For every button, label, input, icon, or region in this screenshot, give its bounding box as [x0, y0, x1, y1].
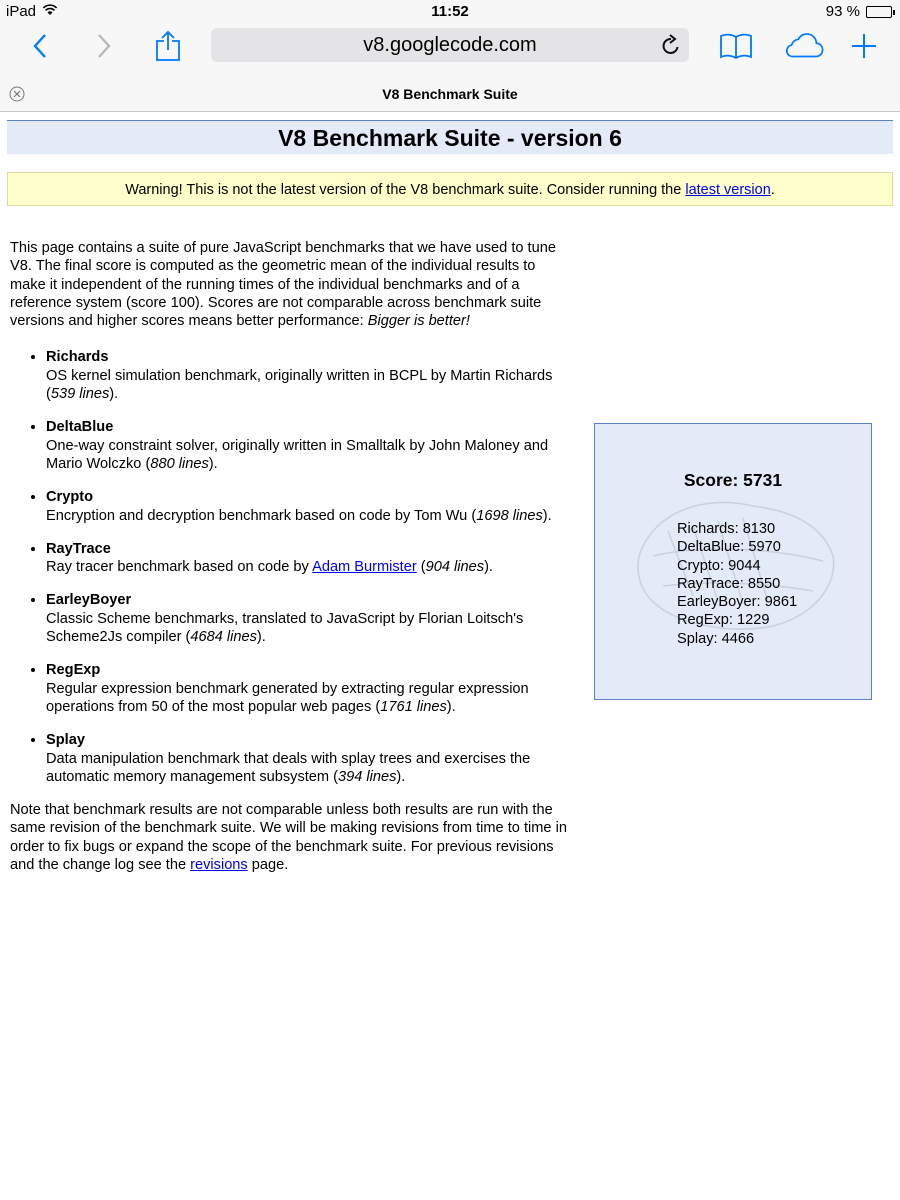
plus-icon — [851, 33, 877, 59]
benchmark-lines: 1698 lines — [476, 507, 543, 524]
score-results — [677, 520, 797, 648]
page-title: V8 Benchmark Suite - version 6 — [7, 120, 893, 154]
benchmark-lines: 904 lines — [425, 559, 485, 576]
list-item — [46, 591, 575, 646]
bookmarks-button[interactable] — [718, 28, 754, 64]
latest-version-link[interactable]: latest version — [685, 182, 771, 198]
book-icon — [719, 32, 753, 60]
url-text: v8.googlecode.com — [363, 33, 537, 56]
score-deltablue: DeltaBlue: 5970 — [677, 539, 781, 556]
benchmark-name: • EarleyBoyer — [46, 592, 132, 609]
score-regexp: RegExp: 1229 — [677, 612, 770, 629]
benchmark-lines: 4684 lines — [190, 629, 257, 646]
battery-icon — [866, 6, 892, 18]
device-label: iPad — [6, 3, 37, 20]
benchmark-desc: Encryption and decryption benchmark based on code by Tom Wu ( — [46, 507, 477, 524]
battery-percent: 93 % — [825, 3, 860, 20]
score-richards: Richards: 8130 — [677, 521, 776, 537]
icloud-tabs-button[interactable] — [784, 28, 824, 64]
browser-toolbar — [0, 24, 900, 70]
intro-emphasis: Bigger is better! — [367, 313, 470, 330]
list-item — [46, 661, 575, 716]
forward-button[interactable] — [86, 28, 122, 64]
benchmark-desc: Classic Scheme benchmarks, translated to JavaScript by Florian Loitsch's Scheme2Js compiler ( — [46, 610, 524, 646]
benchmark-name: • RayTrace — [46, 540, 111, 557]
warning-banner — [7, 172, 893, 206]
score-crypto: Crypto: 9044 — [677, 557, 761, 574]
benchmark-lines: 880 lines — [150, 455, 209, 472]
benchmark-desc: Regular expression benchmark generated by extracting regular expression operations from 50 of the most popular web pages ( — [46, 680, 529, 715]
benchmark-lines: 1761 lines — [380, 698, 447, 715]
status-right — [826, 3, 892, 20]
benchmark-name: • DeltaBlue — [46, 419, 114, 436]
new-tab-button[interactable] — [846, 28, 882, 64]
benchmark-desc-end: ). — [109, 386, 119, 403]
status-bar — [0, 0, 900, 24]
list-item — [46, 731, 575, 786]
benchmark-desc-end: ). — [256, 629, 266, 646]
score-raytrace: RayTrace: 8550 — [677, 575, 781, 592]
list-item — [46, 418, 575, 473]
benchmark-name: • RegExp — [46, 662, 101, 679]
benchmark-desc-end: ). — [542, 507, 552, 524]
benchmark-desc-end: ). — [208, 455, 218, 472]
benchmark-desc-end: ). — [446, 698, 456, 715]
reload-icon[interactable] — [661, 34, 681, 62]
benchmark-desc: Data manipulation benchmark that deals with splay trees and exercises the automatic memory management subsystem ( — [46, 750, 531, 785]
warning-text-end: . — [770, 182, 775, 198]
score-panel — [594, 423, 872, 700]
benchmark-list — [46, 348, 575, 786]
warning-text: Warning! This is not the latest version of the V8 benchmark suite. Consider running the — [125, 182, 686, 198]
intro-paragraph — [10, 239, 575, 330]
benchmark-desc-middle: ( — [416, 559, 426, 576]
benchmark-name: • Splay — [46, 732, 85, 749]
benchmark-name: • Richards — [46, 349, 109, 366]
tab-title[interactable]: V8 Benchmark Suite — [382, 86, 518, 102]
address-bar[interactable] — [211, 28, 689, 62]
back-button[interactable] — [22, 28, 58, 64]
tab-bar — [0, 70, 900, 112]
benchmark-desc: One-way constraint solver, originally written in Smalltalk by John Maloney and Mario Wolczko ( — [46, 437, 549, 472]
status-time: 11:52 — [431, 3, 469, 20]
benchmark-desc: OS kernel simulation benchmark, originally written in BCPL by Martin Richards ( — [46, 367, 553, 403]
score-earleyboyer: EarleyBoyer: 9861 — [677, 594, 798, 611]
benchmark-desc: Ray tracer benchmark based on code by — [46, 559, 313, 576]
list-item — [46, 488, 575, 525]
benchmark-desc-end: ). — [484, 559, 493, 576]
chevron-left-icon — [32, 33, 48, 59]
benchmark-name: • Crypto — [46, 489, 94, 506]
note-paragraph — [10, 801, 575, 874]
list-item — [46, 540, 575, 577]
share-icon — [155, 30, 181, 62]
score-splay: Splay: 4466 — [677, 630, 755, 647]
benchmark-desc-end: ). — [396, 768, 406, 785]
benchmark-lines: 394 lines — [337, 768, 397, 785]
intro-text: This page contains a suite of pure JavaScript benchmarks that we have used to tune V8. The final score is computed as the geometric mean of the individual results to make it independent of the running times of the individual benchmarks and of a reference system (score 100). Scores are not comparable across benchmark suite versions and higher scores means better performance: — [10, 240, 556, 330]
note-text: Note that benchmark results are not comparable unless both results are run with the same revision of the benchmark suite. We will be making revisions from time to time in order to fix bugs or expand the scope of the benchmark suite. For previous revisions and the change log see the — [10, 802, 567, 874]
note-text-end: page. — [247, 857, 289, 874]
revisions-link[interactable]: revisions — [190, 857, 248, 874]
chevron-right-icon — [96, 33, 112, 59]
cloud-icon — [784, 32, 824, 60]
benchmark-lines: 539 lines — [50, 386, 110, 403]
list-item — [46, 348, 575, 403]
total-score: Score: 5731 — [683, 470, 783, 490]
share-button[interactable] — [150, 28, 186, 64]
web-page — [0, 113, 900, 1200]
main-content — [10, 239, 575, 892]
author-link[interactable]: Adam Burmister — [312, 559, 417, 576]
